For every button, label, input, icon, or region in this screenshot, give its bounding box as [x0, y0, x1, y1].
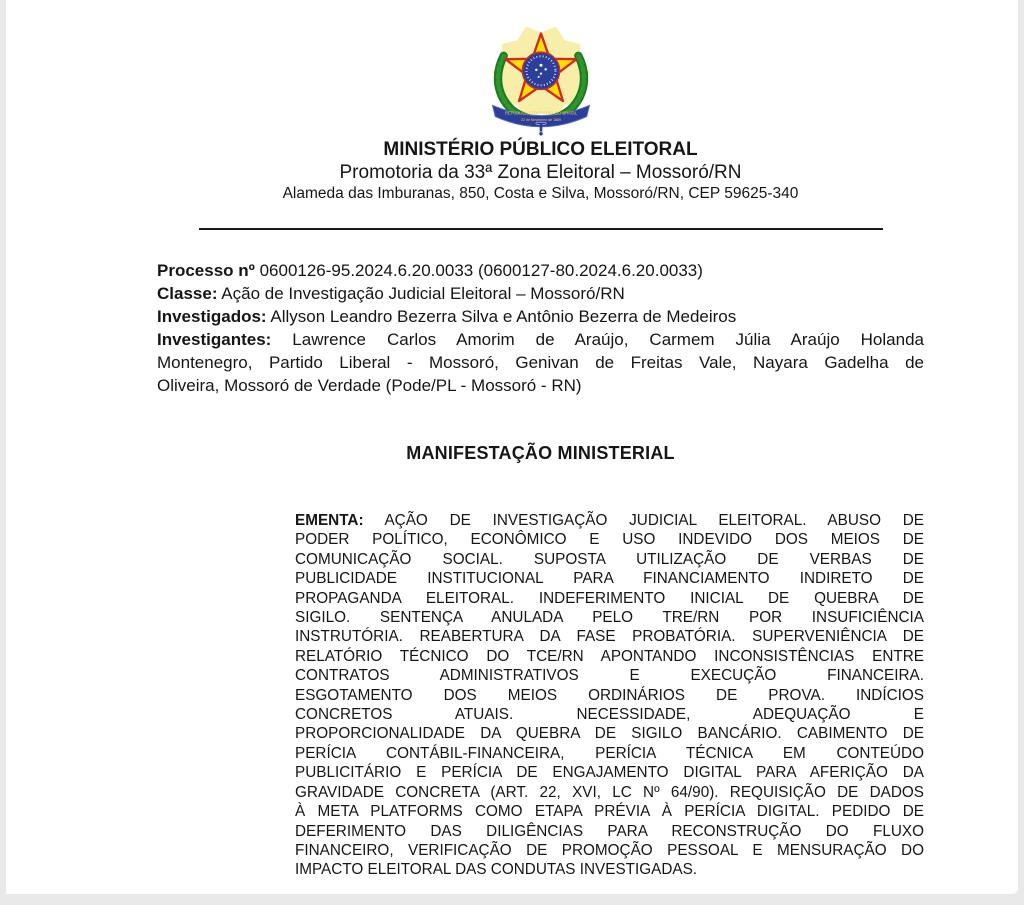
text-line: ESGOTAMENTO DOS MEIOS ORDINÁRIOS DE PROVA. INDÍCIOS	[295, 686, 924, 704]
text-line: Montenegro, Partido Liberal - Mossoró, Genivan de Freitas Vale, Nayara Gadelha de	[157, 353, 924, 372]
text-line: EMENTA: AÇÃO DE INVESTIGAÇÃO JUDICIAL ELEITORAL. ABUSO DE	[295, 512, 924, 529]
header-org-name: MINISTÉRIO PÚBLICO ELEITORAL	[383, 139, 698, 160]
paragraph	[157, 259, 924, 282]
header-divider-rule	[199, 228, 883, 230]
paragraph	[157, 282, 924, 305]
text-line: PERÍCIA CONTÁBIL-FINANCEIRA, PERÍCIA TÉCNICA EM CONTEÚDO	[295, 744, 924, 762]
ribbon-text-line2: 22 de Novembro de 1889	[520, 118, 561, 123]
ribbon-text-line1: REPÚBLICA FEDERATIVA DO BRASIL	[504, 110, 577, 116]
text-line: Processo nº 0600126-95.2024.6.20.0033 (0600127-80.2024.6.20.0033)	[157, 261, 703, 280]
text-line: FINANCEIRO, VERIFICAÇÃO DE PROMOÇÃO PESSOAL E MENSURAÇÃO DO	[295, 841, 924, 859]
text-line: PUBLICITÁRIO E PERÍCIA DE ENGAJAMENTO DIGITAL PARA AFERIÇÃO DA	[295, 764, 924, 782]
text-line: Oliveira, Mossoró de Verdade (Pode/PL - Mossoró - RN)	[157, 376, 582, 395]
text-line: PODER POLÍTICO, ECONÔMICO E USO INDEVIDO DOS MEIOS DE	[295, 531, 924, 549]
sword-hilt	[535, 122, 545, 136]
paragraph	[157, 328, 924, 397]
text-line: PROPAGANDA ELEITORAL. INDEFERIMENTO INICIAL DE QUEBRA DE	[295, 589, 924, 607]
text-line: PUBLICIDADE INSTITUCIONAL PARA FINANCIAMENTO INDIRETO DE	[295, 570, 924, 588]
text-line: À META PLATFORMS COMO ETAPA PRÉVIA À PERÍCIA DIGITAL. PEDIDO DE	[295, 803, 924, 821]
text-line: Classe: Ação de Investigação Judicial Eleitoral – Mossoró/RN	[157, 284, 625, 303]
text-line: RELATÓRIO TÉCNICO DO TCE/RN APONTANDO INCONSISTÊNCIAS ENTRE	[295, 647, 924, 665]
paragraph	[157, 305, 924, 328]
celestial-disc	[522, 52, 559, 89]
text-line: DEFERIMENTO DAS DILIGÊNCIAS PARA RECONSTRUÇÃO DO FLUXO	[295, 822, 924, 840]
header-address-line: Alameda das Imburanas, 850, Costa e Silva, Mossoró/RN, CEP 59625-340	[282, 185, 799, 202]
document-content	[6, 0, 1018, 880]
document-title: MANIFESTAÇÃO MINISTERIAL	[406, 443, 675, 463]
header-unit-line: Promotoria da 33ª Zona Eleitoral – Mossoró/RN	[339, 162, 742, 183]
text-line: INSTRUTÓRIA. REABERTURA DA FASE PROBATÓRIA. SUPERVENIÊNCIA DE	[295, 628, 924, 646]
case-info-block	[157, 259, 924, 397]
text-line: SIGILO. SENTENÇA ANULADA PELO TRE/RN POR INSUFICIÊNCIA	[295, 609, 924, 627]
text-line: PROPORCIONALIDADE DA QUEBRA DE SIGILO BANCÁRIO. CABIMENTO DE	[295, 725, 924, 743]
text-line: GRAVIDADE CONCRETA (ART. 22, XVI, LC Nº 64/90). REQUISIÇÃO DE DADOS	[295, 783, 924, 801]
text-line: COMUNICAÇÃO SOCIAL. SUPOSTA UTILIZAÇÃO DE VERBAS DE	[295, 550, 924, 568]
text-line: CONCRETOS ATUAIS. NECESSIDADE, ADEQUAÇÃO E	[295, 706, 924, 724]
text-line: IMPACTO ELEITORAL DAS CONDUTAS INVESTIGADAS.	[295, 861, 698, 879]
brazil-coat-of-arms-icon	[466, 26, 616, 138]
document-page	[6, 0, 1018, 894]
text-line: CONTRATOS ADMINISTRATIVOS E EXECUÇÃO FINANCEIRA.	[295, 667, 924, 685]
text-line: Investigantes: Lawrence Carlos Amorim de Araújo, Carmem Júlia Araújo Holanda	[157, 330, 924, 349]
text-line: Investigados: Allyson Leandro Bezerra Silva e Antônio Bezerra de Medeiros	[157, 307, 737, 326]
ementa-block	[295, 511, 924, 880]
